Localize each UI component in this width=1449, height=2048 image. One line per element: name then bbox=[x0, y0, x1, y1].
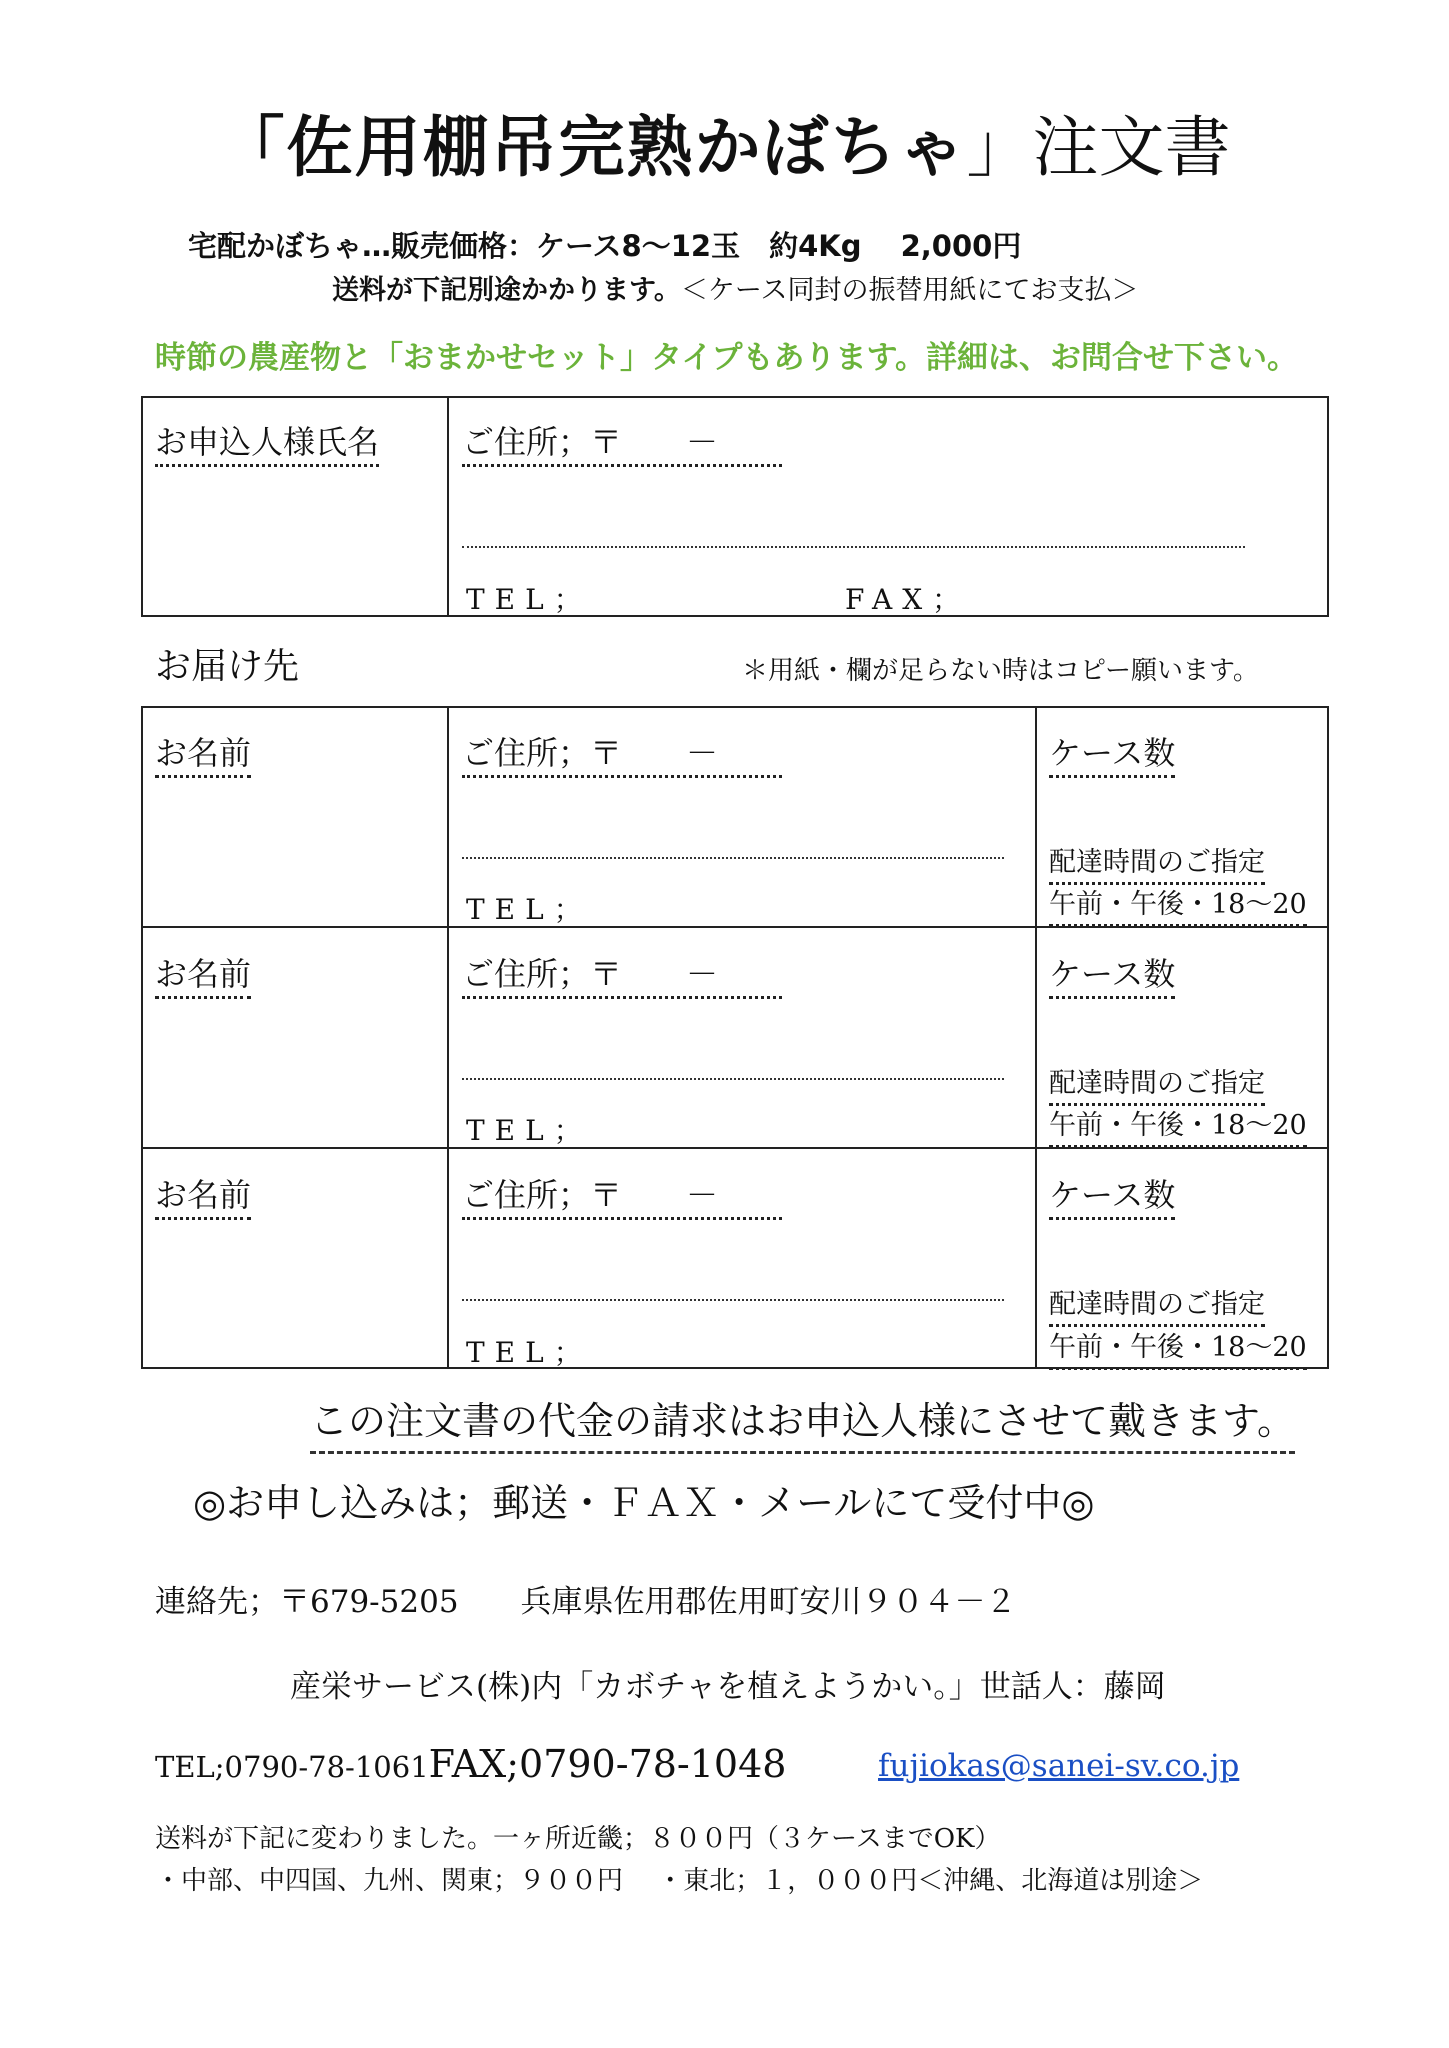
delivery-name-label[interactable]: お名前 bbox=[155, 954, 251, 999]
billing-note: この注文書の代金の請求はお申込人様にさせて戴きます。 bbox=[310, 1390, 1295, 1454]
delivery-time-options[interactable]: 午前・午後・18～20 bbox=[1049, 888, 1307, 927]
delivery-time-label: 配達時間のご指定 bbox=[1049, 1067, 1265, 1106]
contact-org: 産栄サービス(株)内「カボチャを植えようかい。」世話人：藤岡 bbox=[290, 1669, 1166, 1705]
contact-phone-line bbox=[155, 1742, 786, 1786]
delivery-cases-label[interactable]: ケース数 bbox=[1049, 733, 1175, 778]
shipping-normal: ＜ケース同封の振替用紙にてお支払＞ bbox=[680, 275, 1139, 306]
price-line: 宅配かぼちゃ…販売価格：ケース8～12玉 約4Kg 2,000円 bbox=[188, 229, 1022, 263]
delivery-table bbox=[141, 706, 1329, 1369]
delivery-col-divider-1 bbox=[447, 706, 449, 1369]
delivery-time-options[interactable]: 午前・午後・18～20 bbox=[1049, 1109, 1307, 1148]
footer-shipping-line-2: ・中部、中四国、九州、関東；９００円 ・東北；１，０００円＜沖縄、北海道は別途＞ bbox=[155, 1866, 1204, 1896]
delivery-note: ＊用紙・欄が足らない時はコピー願います。 bbox=[742, 656, 1259, 686]
delivery-tel-label[interactable]: TEL； bbox=[466, 1336, 592, 1369]
delivery-address-label[interactable]: ご住所；〒 － bbox=[462, 733, 782, 778]
applicant-address-line[interactable] bbox=[462, 546, 1245, 548]
applicant-name-label[interactable]: お申込人様氏名 bbox=[155, 422, 379, 467]
applicant-divider bbox=[447, 396, 449, 617]
delivery-tel-label[interactable]: TEL； bbox=[466, 1114, 592, 1147]
title-bracket-open: 「 bbox=[218, 109, 287, 186]
title-bracket-close: 」 bbox=[966, 109, 1033, 186]
delivery-time-label: 配達時間のご指定 bbox=[1049, 1288, 1265, 1327]
title-suffix: 注文書 bbox=[1032, 109, 1231, 186]
delivery-cases-label[interactable]: ケース数 bbox=[1049, 1175, 1175, 1220]
delivery-address-label[interactable]: ご住所；〒 － bbox=[462, 954, 782, 999]
delivery-name-label[interactable]: お名前 bbox=[155, 733, 251, 778]
promo-line: 時節の農産物と「おまかせセット」タイプもあります。詳細は、お問合せ下さい。 bbox=[155, 340, 1298, 376]
delivery-address-line[interactable] bbox=[462, 1078, 1004, 1080]
applicant-tel-label[interactable]: TEL； bbox=[466, 583, 592, 616]
contact-address: 連絡先；〒679-5205 兵庫県佐用郡佐用町安川９０４－２ bbox=[155, 1584, 1017, 1620]
delivery-address-line[interactable] bbox=[462, 857, 1004, 859]
delivery-address-line[interactable] bbox=[462, 1299, 1004, 1301]
delivery-tel-label[interactable]: TEL； bbox=[466, 893, 592, 926]
contact-fax: FAX;0790-78-1048 bbox=[428, 1742, 787, 1786]
contact-email-link[interactable]: fujiokas@sanei-sv.co.jp bbox=[878, 1748, 1240, 1784]
applicant-fax-label[interactable]: FAX； bbox=[845, 583, 971, 616]
delivery-time-label: 配達時間のご指定 bbox=[1049, 846, 1265, 885]
delivery-col-divider-2 bbox=[1035, 706, 1037, 1369]
delivery-cases-label[interactable]: ケース数 bbox=[1049, 954, 1175, 999]
apply-note: ◎お申し込みは；郵送・ＦＡＸ・メールにて受付中◎ bbox=[193, 1481, 1095, 1525]
applicant-address-label[interactable]: ご住所；〒 － bbox=[462, 422, 782, 467]
shipping-line bbox=[332, 268, 1139, 307]
page-title bbox=[0, 108, 1449, 188]
delivery-name-label[interactable]: お名前 bbox=[155, 1175, 251, 1220]
delivery-address-label[interactable]: ご住所；〒 － bbox=[462, 1175, 782, 1220]
title-main: 佐用棚吊完熟かぼちゃ bbox=[286, 109, 967, 186]
shipping-bold: 送料が下記別途かかります。 bbox=[332, 275, 681, 306]
delivery-time-options[interactable]: 午前・午後・18～20 bbox=[1049, 1331, 1307, 1370]
contact-tel: TEL;0790-78-1061 bbox=[155, 1750, 429, 1784]
delivery-heading: お届け先 bbox=[155, 646, 300, 687]
footer-shipping-line-1: 送料が下記に変わりました。一ヶ所近畿；８００円（３ケースまでOK） bbox=[155, 1824, 1001, 1854]
